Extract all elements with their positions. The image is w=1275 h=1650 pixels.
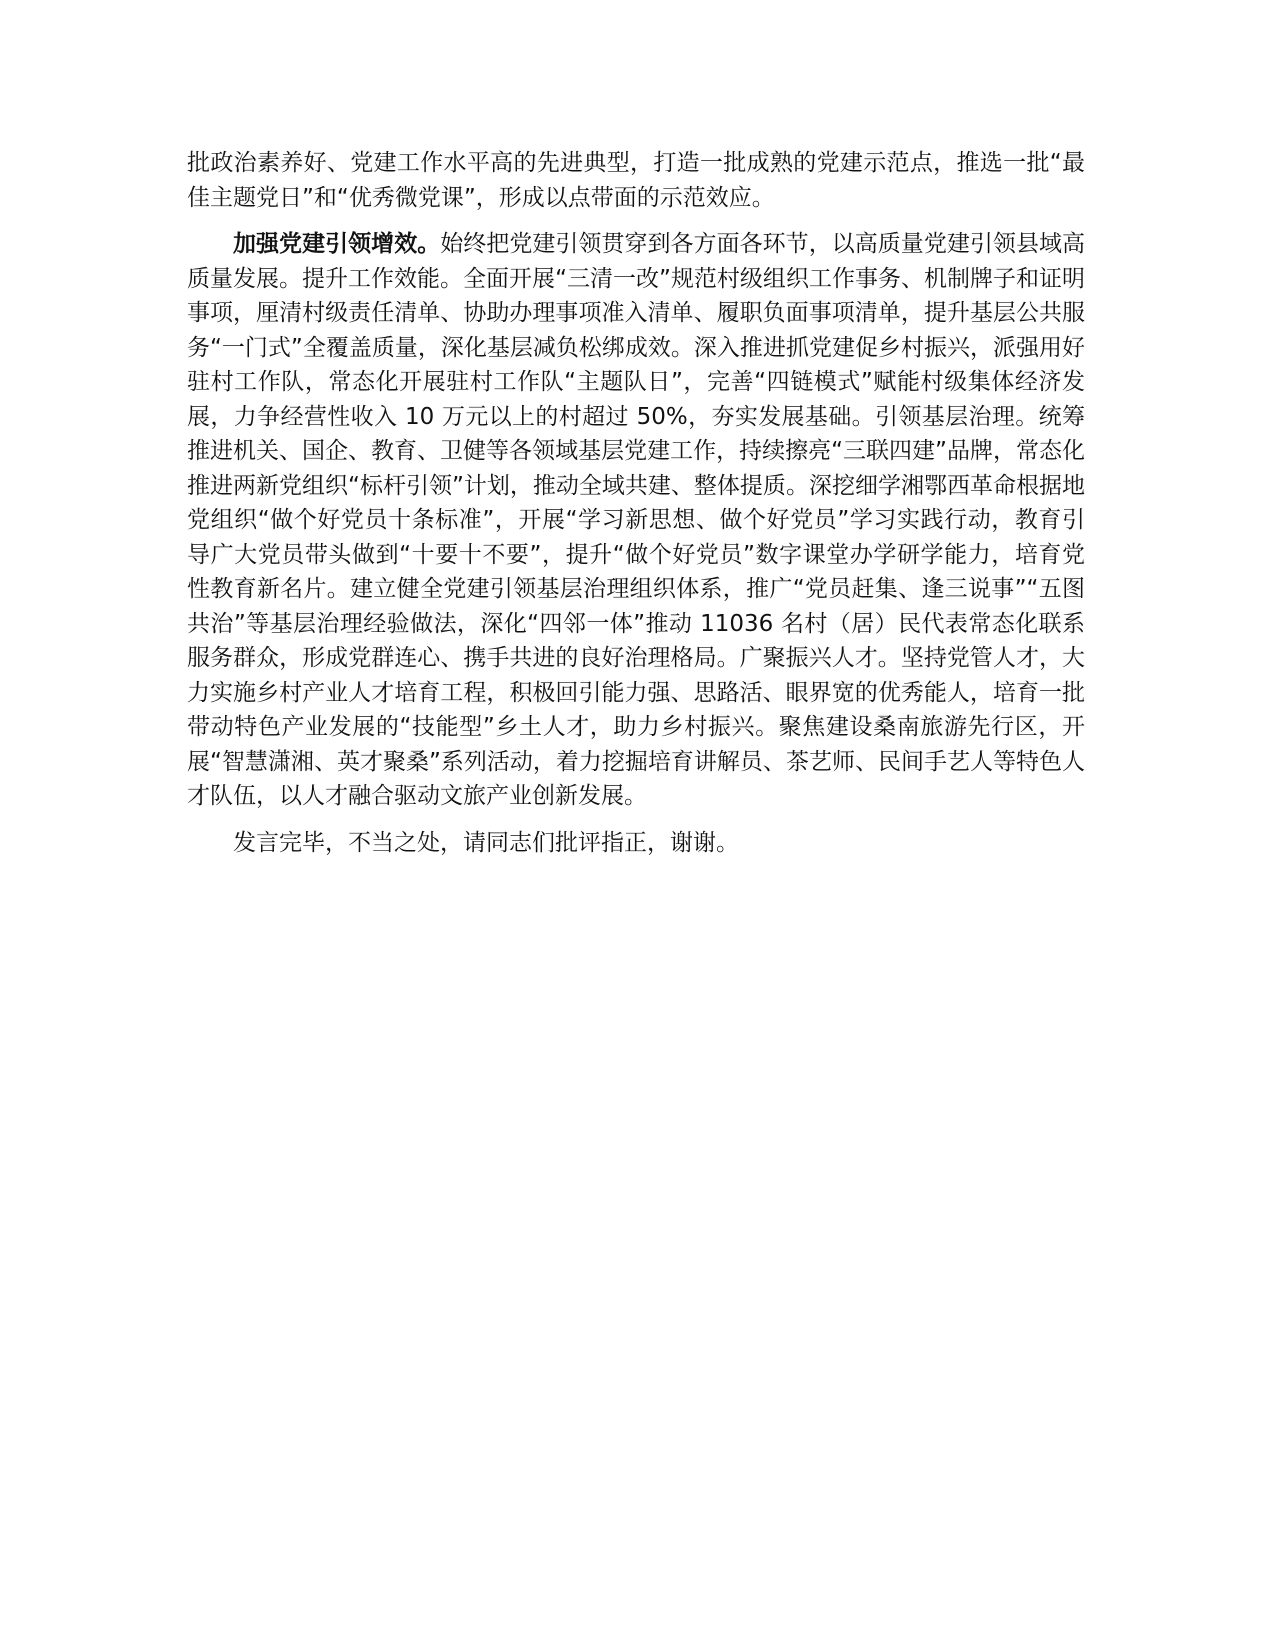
document-body <box>187 146 1085 872</box>
paragraph-continuation <box>187 146 1085 215</box>
paragraph-text: 始终把党建引领贯穿到各方面各环节，以高质量党建引领县域高质量发展。提升工作效能。全面开展“三清一改”规范村级组织工作事务、机制牌子和证明事项，厘清村级责任清单、协助办理事项准入清单、履职负面事项清单，提升基层公共服务“一门式”全覆盖质量，深化基层减负松绑成效。深入推进抓党建促乡村振兴，派强用好驻村工作队，常态化开展驻村工作队“主题队日”，完善“四链模式”赋能村级集体经济发展，力争经营性收入 10 万元以上的村超过 50%，夯实发展基础。引领基层治理。统筹推进机关、国企、教育、卫健等各领域基层党建工作，持续擦亮“三联四建”品牌，常态化推进两新党组织“标杆引领”计划，推动全域共建、整体提质。深挖细学湘鄂西革命根据地党组织“做个好党员十条标准”，开展“学习新思想、做个好党员”学习实践行动，教育引导广大党员带头做到“十要十不要”，提升“做个好党员”数字课堂办学研学能力，培育党性教育新名片。建立健全党建引领基层治理组织体系，推广“党员赶集、逢三说事”“五图共治”等基层治理经验做法，深化“四邻一体”推动 11036 名村（居）民代表常态化联系服务群众，形成党群连心、携手共进的良好治理格局。广聚振兴人才。坚持党管人才，大力实施乡村产业人才培育工程，积极回引能力强、思路活、眼界宽的优秀能人，培育一批带动特色产业发展的“技能型”乡土人才，助力乡村振兴。聚焦建设桑南旅游先行区，开展“智慧潇湘、英才聚桑”系列活动，着力挖掘培育讲解员、茶艺师、民间手艺人等特色人才队伍，以人才融合驱动文旅产业创新发展。 <box>187 231 1086 809</box>
paragraph-party-building <box>187 227 1085 814</box>
paragraph-closing <box>187 826 1085 861</box>
paragraph-text: 发言完毕，不当之处，请同志们批评指正，谢谢。 <box>233 829 739 856</box>
paragraph-text: 批政治素养好、党建工作水平高的先进典型，打造一批成熟的党建示范点，推选一批“最佳主题党日”和“优秀微党课”，形成以点带面的示范效应。 <box>187 150 1085 211</box>
paragraph-heading: 加强党建引领增效。 <box>233 231 441 257</box>
